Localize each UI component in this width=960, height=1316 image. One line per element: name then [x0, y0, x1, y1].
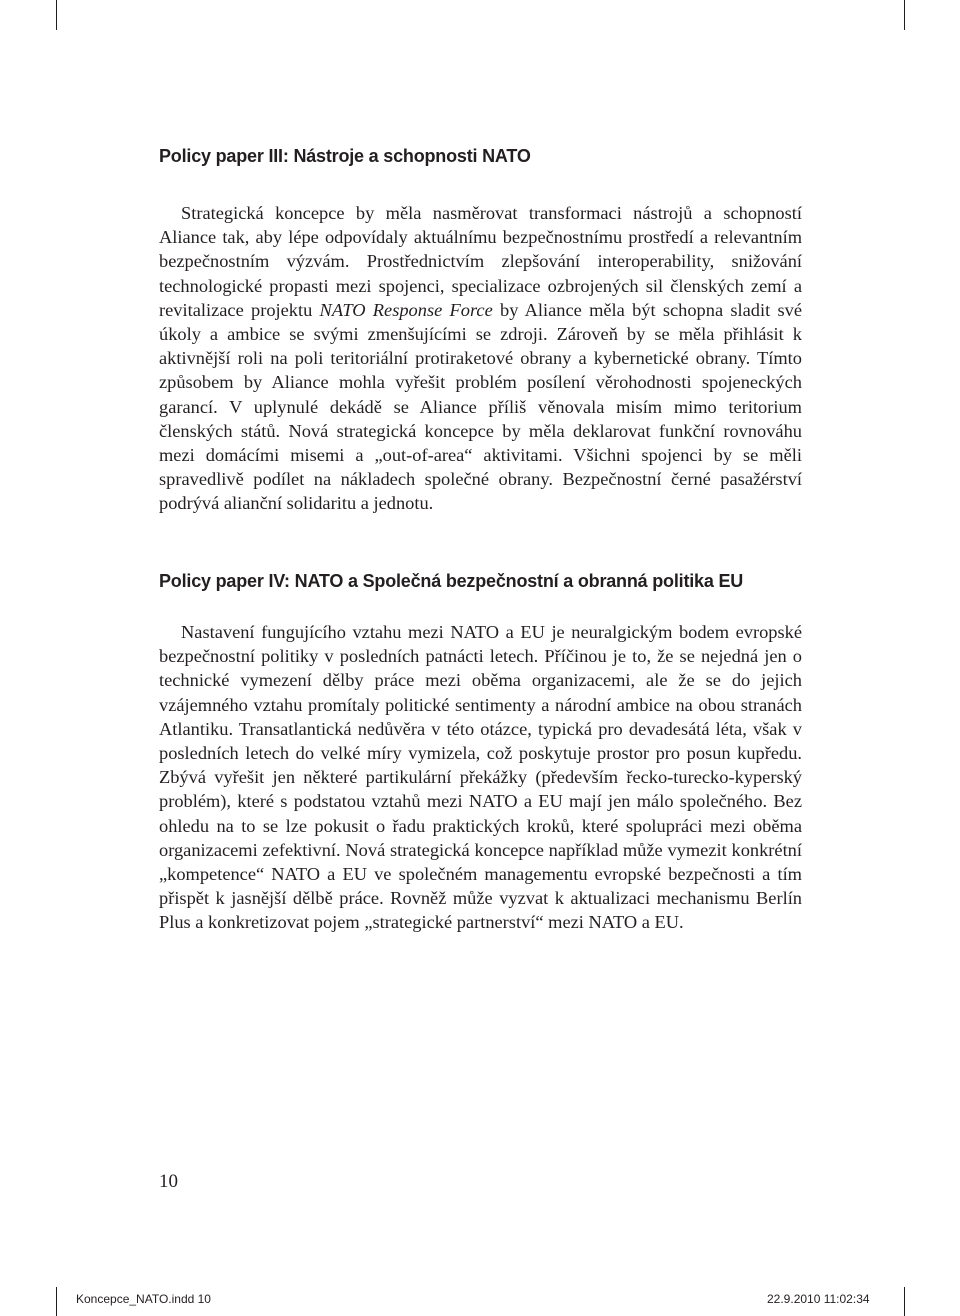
page-number: 10	[159, 1171, 178, 1192]
section-4-heading: Policy paper IV: NATO a Společná bezpečnostní a obranná politika EU	[159, 571, 744, 591]
slug-file-info: Koncepce_NATO.indd 10	[76, 1292, 211, 1306]
crop-mark-top-left	[56, 0, 57, 30]
crop-mark-bottom-left	[56, 1287, 57, 1316]
section-3-paragraph	[159, 201, 802, 516]
section-3-heading: Policy paper III: Nástroje a schopnosti NATO	[159, 146, 531, 166]
section-3-italic-term: NATO Response Force	[319, 299, 493, 320]
section-3-text-end: by Aliance měla být schopna sladit své úkoly a ambice se svými zmenšujícími se zdroji. Zároveň by se měla přihlásit k aktivnější roli na poli teritoriální protiraketové obrany a kybernetické obrany. Tímto způsobem by Aliance mohla vyřešit problém posílení věrohodnosti spojeneckých garancí. V uplynulé dekádě se Aliance příliš věnovala misím mimo teritorium členských států. Nová strategická koncepce by měla deklarovat funkční rovnováhu mezi domácími misemi a „out-of-area“ aktivitami. Všichni spojenci by se měli spravedlivě podílet na nákladech společné obrany. Bezpečnostní černé pasažérství podrývá alianční solidaritu a jednotu.	[159, 299, 802, 514]
section-4-paragraph: Nastavení fungujícího vztahu mezi NATO a EU je neuralgickým bodem evropské bezpečnostní politiky v posledních patnácti letech. Příčinou je to, že se nejedná jen o technické vymezení dělby práce mezi oběma organizacemi, ale že se do jejich vzájemného vztahu promítaly politické sentimenty a národní ambice na obou stranách Atlantiku. Transatlantická nedůvěra v této otázce, typická pro devadesátá léta, však v posledních letech do velké míry vymizela, což poskytuje prostor pro posun kupředu. Zbývá vyřešit jen některé partikulární překážky (především řecko-turecko-kyperský problém), které s podstatou vztahů mezi NATO a EU mají jen málo společného. Bez ohledu na to se lze pokusit o řadu praktických kroků, které spolupráci mezi oběma organizacemi zefektivní. Nová strategická koncepce například může vymezit konkrétní „kompetence“ NATO a EU ve společném managementu evropské bezpečnosti a tím přispět k jasnější dělbě práce. Rovněž může vyzvat k aktualizaci mechanismu Berlín Plus a konkretizovat pojem „strategické partnerství“ mezi NATO a EU.	[159, 622, 802, 933]
crop-mark-top-right	[904, 0, 905, 30]
crop-mark-bottom-right	[904, 1287, 905, 1316]
section-3-text-start: Strategická koncepce by měla nasměrovat transformaci nástrojů a schopností Aliance tak, aby lépe odpovídaly aktuálnímu bezpečnostnímu prostředí a relevantním bezpečnostním výzvám. Prostřednictvím zlepšování interoperability, snižování technologické propasti mezi spojenci, specializace ozbrojených sil členských zemí a revitalizace projektu	[159, 203, 802, 320]
slug-timestamp: 22.9.2010 11:02:34	[767, 1292, 870, 1306]
